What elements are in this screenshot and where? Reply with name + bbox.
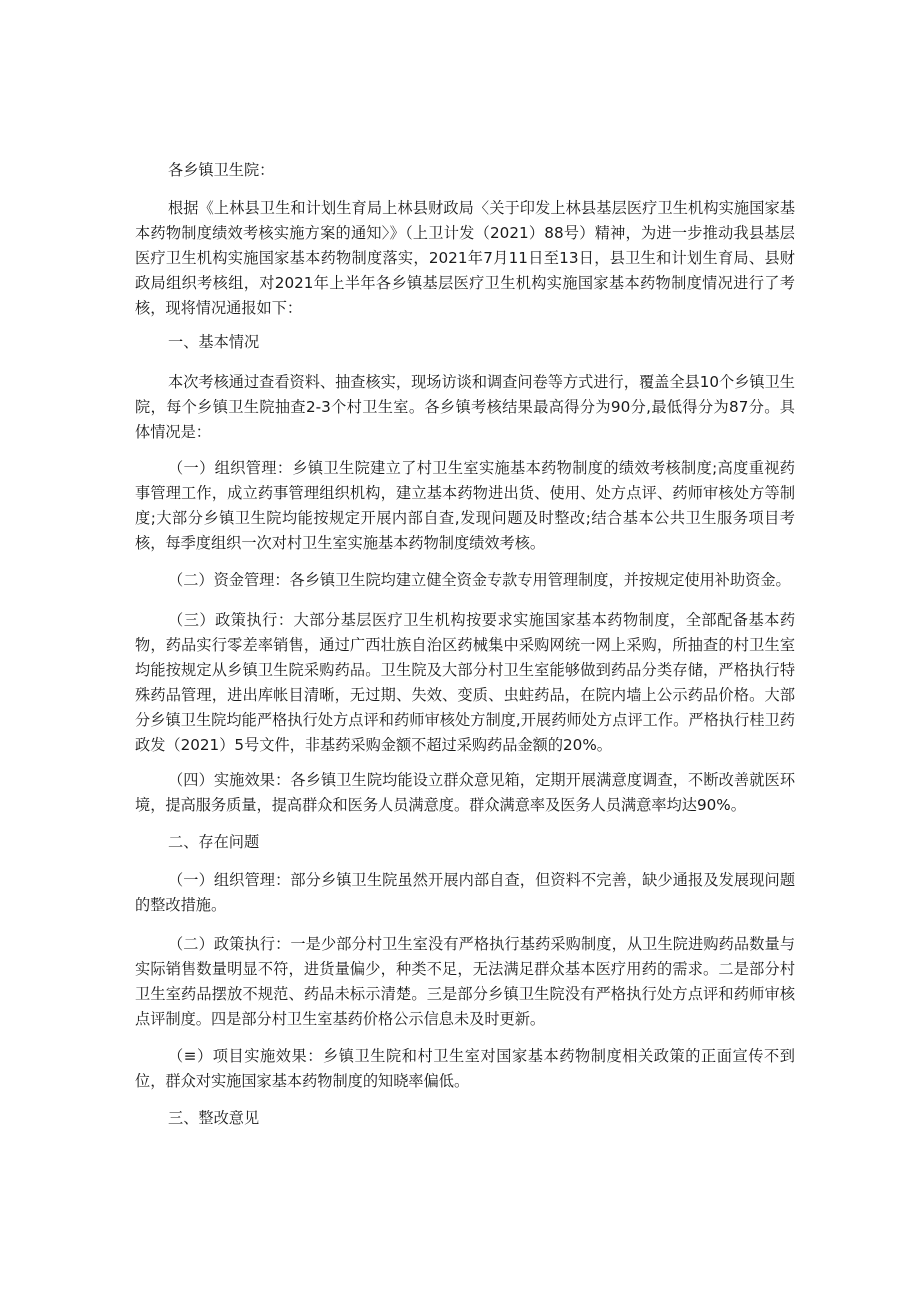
section1-item4: （四）实施效果：各乡镇卫生院均能设立群众意见箱，定期开展满意度调查，不断改善就医环境，提高服务质量，提高群众和医务人员满意度。群众满意率及医务人员满意率均达90%。	[135, 771, 795, 814]
section1-summary: 本次考核通过查看资料、抽查核实，现场访谈和调查问卷等方式进行，覆盖全县10个乡镇卫生院，每个乡镇卫生院抽查2-3个村卫生室。各乡镇考核结果最高得分为90分,最低得分为87分。具体情况是：	[135, 373, 795, 441]
section1-item2: （二）资金管理：各乡镇卫生院均建立健全资金专款专用管理制度，并按规定使用补助资金。	[168, 571, 791, 589]
section2-item1: （一）组织管理：部分乡镇卫生院虽然开展内部自查，但资料不完善，缺少通报及发展现问题的整改措施。	[135, 871, 795, 914]
section2-heading: 二、存在问题	[168, 833, 260, 851]
section1-item1: （一）组织管理：乡镇卫生院建立了村卫生室实施基本药物制度的绩效考核制度;高度重视药事管理工作，成立药事管理组织机构，建立基本药物进出货、使用、处方点评、药师审核处方等制度;大部分乡镇卫生院均能按规定开展内部自查,发现问题及时整改;结合基本公共卫生服务项目考核，每季度组织一次对村卫生室实施基本药物制度绩效考核。	[135, 459, 795, 552]
section2-item2: （二）政策执行：一是少部分村卫生室没有严格执行基药采购制度，从卫生院进购药品数量与实际销售数量明显不符，进货量偏少，种类不足，无法满足群众基本医疗用药的需求。二是部分村卫生室药品摆放不规范、药品未标示清楚。三是部分乡镇卫生院没有严格执行处方点评和药师审核点评制度。四是部分村卫生室基药价格公示信息未及时更新。	[135, 935, 795, 1028]
salutation: 各乡镇卫生院：	[168, 161, 275, 179]
section1-item3: （三）政策执行：大部分基层医疗卫生机构按要求实施国家基本药物制度，全部配备基本药物，药品实行零差率销售，通过广西壮族自治区药械集中采购网统一网上采购，所抽查的村卫生室均能按规定从乡镇卫生院采购药品。卫生院及大部分村卫生室能够做到药品分类存储，严格执行特殊药品管理，进出库帐目清晰，无过期、失效、变质、虫蛀药品，在院内墙上公示药品价格。大部分乡镇卫生院均能严格执行处方点评和药师审核处方制度,开展药师处方点评工作。严格执行桂卫药政发（2021）5号文件，非基药采购金额不超过采购药品金额的20%。	[135, 611, 795, 754]
intro-paragraph: 根据《上林县卫生和计划生育局上林县财政局〈关于印发上林县基层医疗卫生机构实施国家基本药物制度绩效考核实施方案的通知〉》（上卫计发（2021）88号）精神，为进一步推动我县基层医疗卫生机构实施国家基本药物制度落实，2021年7月11日至13日，县卫生和计划生育局、县财政局组织考核组，对2021年上半年各乡镇基层医疗卫生机构实施国家基本药物制度情况进行了考核，现将情况通报如下：	[135, 199, 795, 317]
section1-heading: 一、基本情况	[168, 333, 260, 351]
section3-heading: 三、整改意见	[168, 1109, 260, 1127]
section2-item3: （≡）项目实施效果：乡镇卫生院和村卫生室对国家基本药物制度相关政策的正面宣传不到位，群众对实施国家基本药物制度的知晓率偏低。	[135, 1047, 795, 1090]
